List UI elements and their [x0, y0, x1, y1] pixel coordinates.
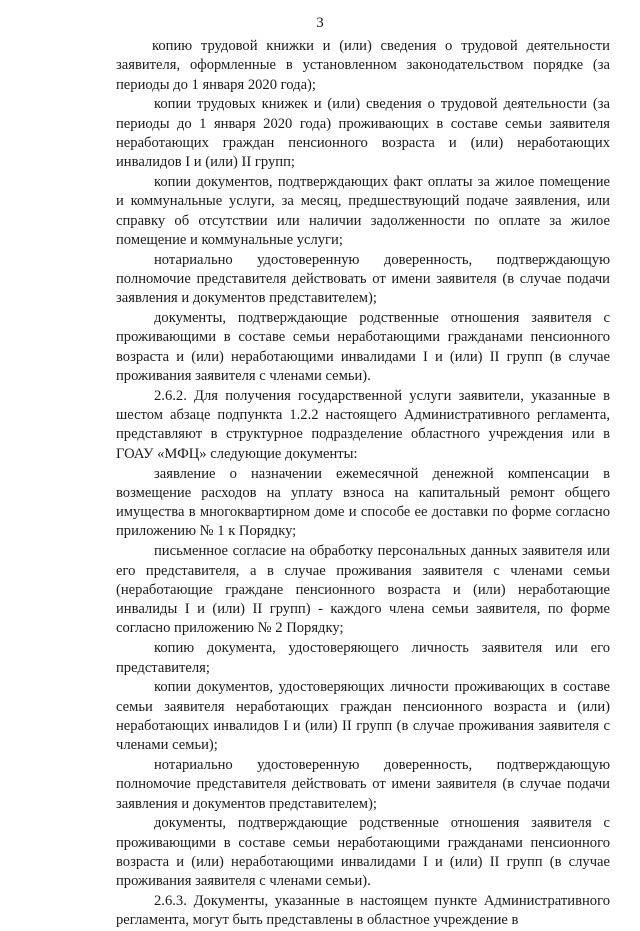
paragraph: письменное согласие на обработку персональных данных заявителя или его представителя, а в случае проживания заявителя с членами семьи (неработающие граждане пенсионного возраста и (или) неработающие инвалиды I и (или) II групп) - каждого члена семьи заявителя, по форме согласно приложению № 2 Порядку; — [116, 543, 610, 637]
paragraph: 2.6.3. Документы, указанные в настоящем пункте Административного регламента, могут быть представлены в областное учреждение в — [116, 893, 610, 929]
paragraph: нотариально удостоверенную доверенность, подтверждающую полномочие представителя действовать от имени заявителя (в случае подачи заявления и документов представителем); — [116, 251, 610, 307]
document-body — [116, 37, 610, 931]
paragraph: 2.6.2. Для получения государственной услуги заявители, указанные в шестом абзаце подпункта 1.2.2 настоящего Административного регламента, представляют в структурное подразделение областного учреждения или в ГОАУ «МФЦ» следующие документы: — [116, 387, 610, 462]
paragraph: копию трудовой книжки и (или) сведения о трудовой деятельности заявителя, оформленные в установленном законодательством порядке (за периоды до 1 января 2020 года); — [116, 38, 610, 93]
paragraph: заявление о назначении ежемесячной денежной компенсации в возмещение расходов на уплату взноса на капитальный ремонт общего имущества в многоквартирном доме и способе ее доставки по форме согласно приложению № 1 к Порядку; — [116, 465, 610, 540]
page-number: 3 — [316, 15, 324, 31]
paragraph: копию документа, удостоверяющего личность заявителя или его представителя; — [116, 640, 610, 676]
paragraph: документы, подтверждающие родственные отношения заявителя с проживающими в составе семьи неработающими гражданами пенсионного возраста и (или) неработающими инвалидами I и (или) II групп (в случае проживания заявителя с членами семьи). — [116, 310, 610, 385]
paragraph: нотариально удостоверенную доверенность, подтверждающую полномочие представителя действовать от имени заявителя (в случае подачи заявления и документов представителем); — [116, 756, 610, 812]
paragraph: копии трудовых книжек и (или) сведения о трудовой деятельности (за периоды до 1 января 2020 года) проживающих в составе семьи заявителя неработающих граждан пенсионного возраста и (или) неработающих инвалидов I и (или) II групп; — [116, 96, 610, 171]
paragraph: копии документов, удостоверяющих личности проживающих в составе семьи заявителя неработающих граждан пенсионного возраста и (или) неработающих инвалидов I и (или) II групп (в случае проживания заявителя с членами семьи); — [116, 679, 610, 754]
paragraph: копии документов, подтверждающих факт оплаты за жилое помещение и коммунальные услуги, за месяц, предшествующий подаче заявления, или справку об отсутствии или наличии задолженности по оплате за жилое помещение и коммунальные услуги; — [116, 174, 610, 248]
paragraph: документы, подтверждающие родственные отношения заявителя с проживающими в составе семьи неработающими гражданами пенсионного возраста и (или) неработающими инвалидами I и (или) II групп (в случае проживания заявителя с членами семьи). — [116, 815, 610, 890]
